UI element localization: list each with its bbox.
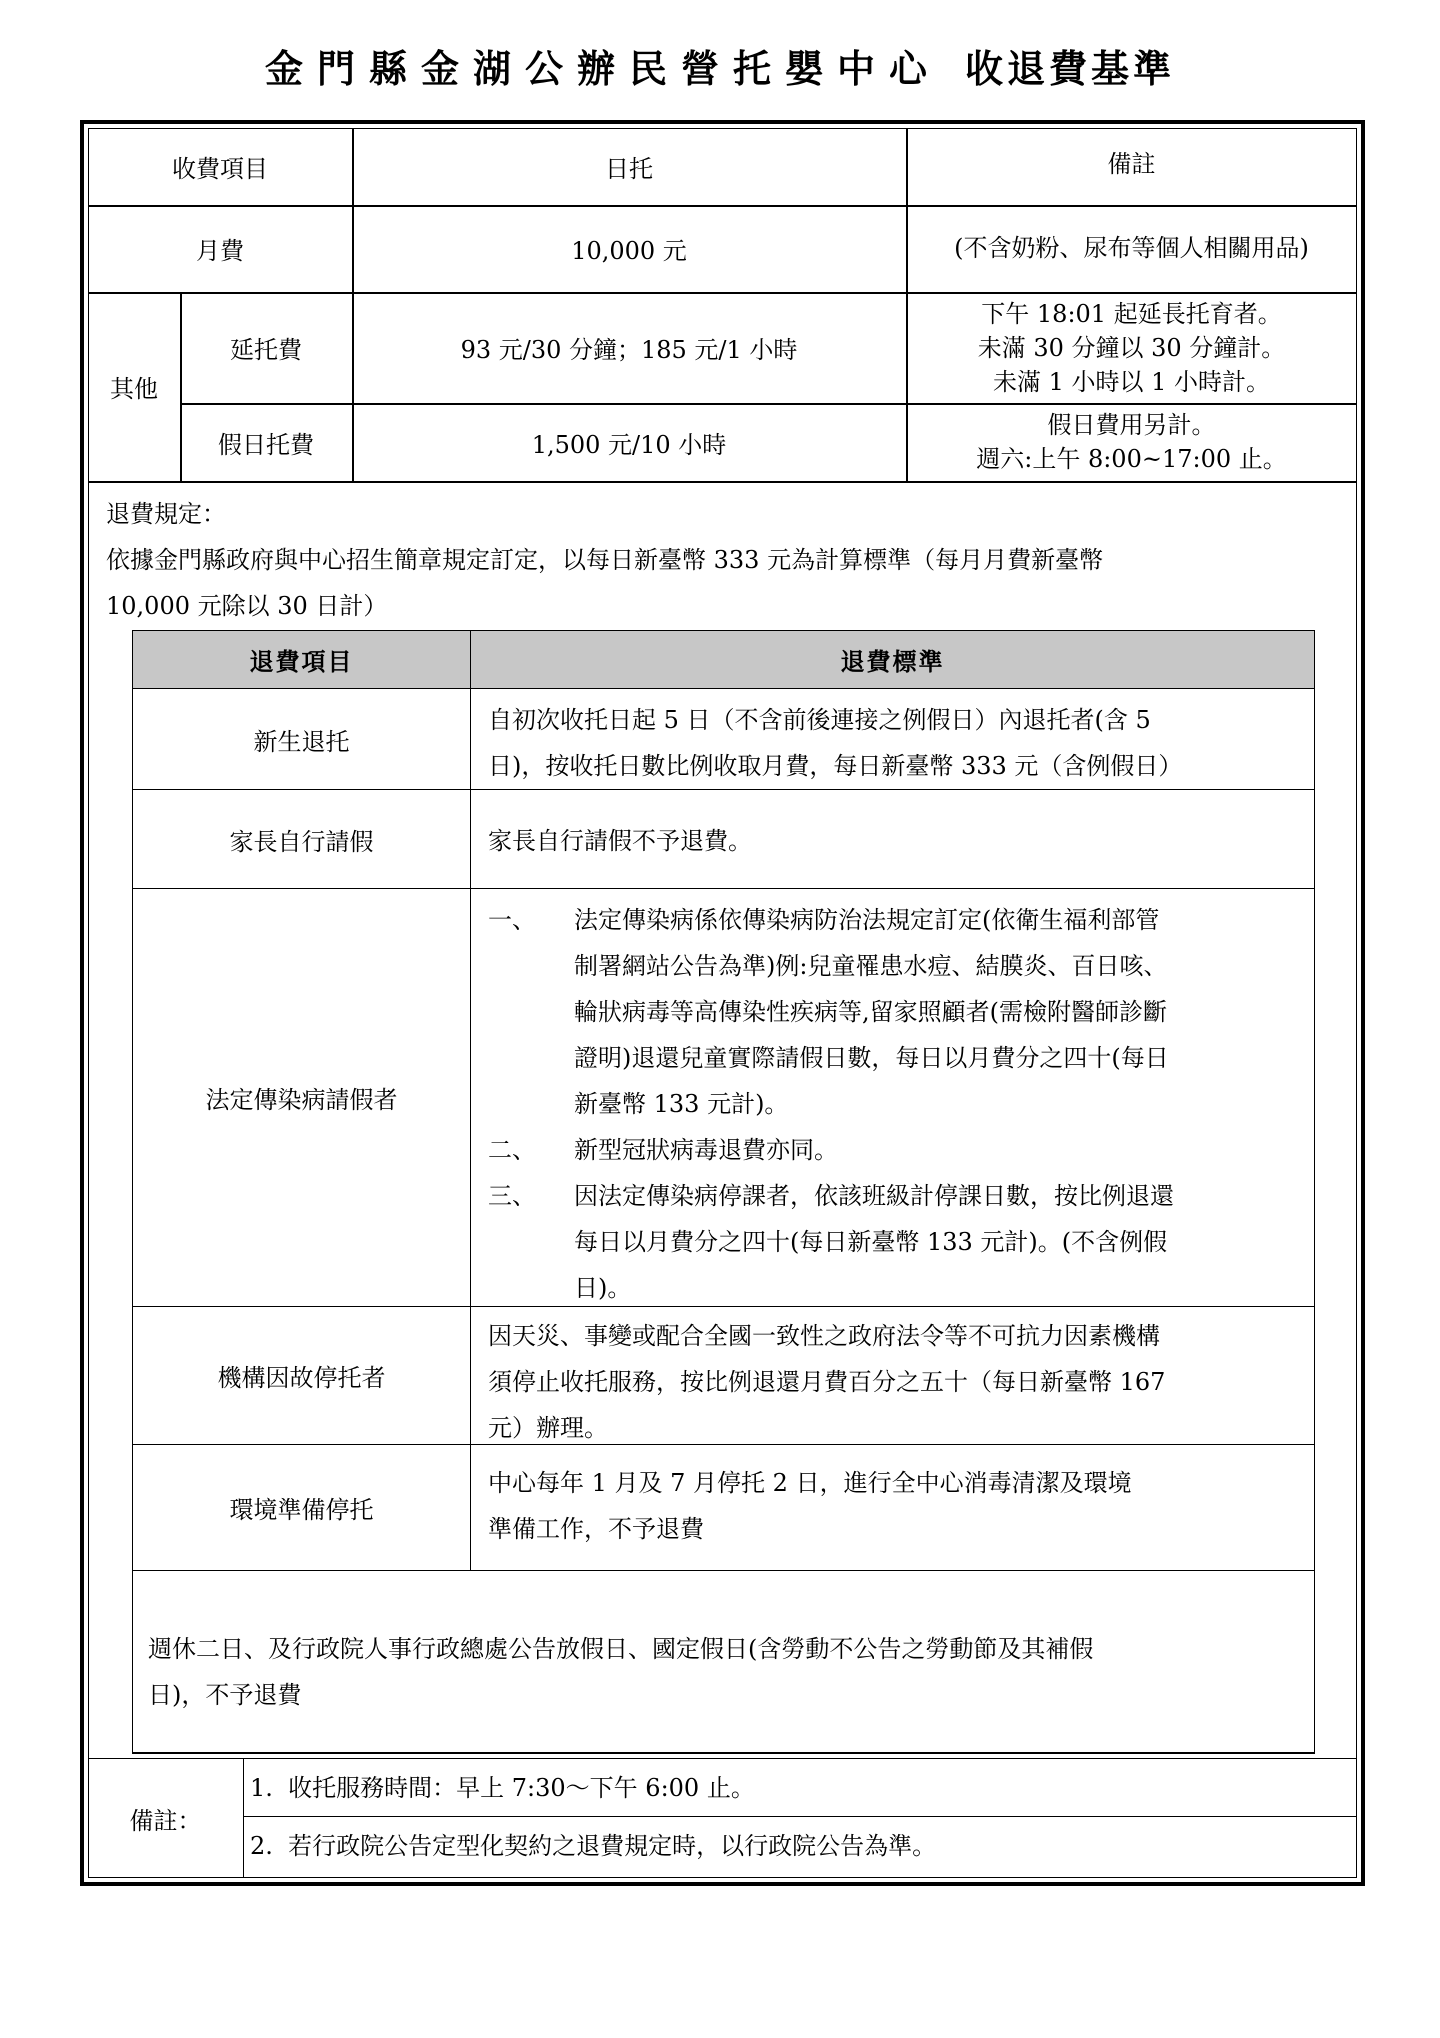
- refund-standard-parent-leave: 家長自行請假不予退費。: [488, 827, 752, 855]
- monthly-label: 月費: [196, 237, 244, 265]
- numbered-item: 二、 新型冠狀病毒退費亦同。: [488, 1136, 838, 1164]
- refund-footer-note: 週休二日、及行政院人事行政總處公告放假日、國定假日(含勞動不公告之勞動節及其補假 日)，不予退費: [148, 1635, 1094, 1709]
- holiday-note-line: 假日費用另計。: [1047, 411, 1216, 439]
- overtime-note-line: 未滿 1 小時以 1 小時計。: [992, 367, 1271, 396]
- refund-standard-institution-closure: 因天災、事變或配合全國一致性之政府法令等不可抗力因素機構 須停止收托服務，按比例退還月費百分之五十（每日新臺幣 167 元）辦理。: [488, 1322, 1166, 1442]
- remarks-label: 備註：: [129, 1806, 202, 1835]
- fee-header-note: 備註: [1107, 149, 1156, 178]
- fee-header-daycare: 日托: [605, 155, 653, 183]
- holiday-amount: 1,500 元/10 小時: [531, 430, 727, 459]
- refund-standard-newborn: 自初次收托日起 5 日（不含前後連接之例假日）內退托者(含 5 日)，按收托日數比例收取月費，每日新臺幣 333 元（含例假日）: [488, 706, 1183, 780]
- holiday-label: 假日托費: [218, 430, 314, 459]
- refund-item-institution-closure: 機構因故停托者: [217, 1364, 386, 1392]
- title-suffix: 收退費基準: [965, 47, 1176, 91]
- numbered-item: 一、 法定傳染病係依傳染病防治法規定訂定(依衛生福利部管 制署網站公告為準)例:兒童罹患水痘、結膜炎、百日咳、 輪狀病毒等高傳染性疾病等,留家照顧者(需檢附醫師診斷 證明)退還兒童實際請假日數，每日以月費分之四十(每日 新臺幣 133 元計)。: [488, 906, 1169, 1118]
- refund-intro-line: 10,000 元除以 30 日計）: [106, 592, 388, 620]
- refund-header-standard: 退費標準: [471, 631, 1314, 688]
- page-title: [0, 38, 1440, 93]
- refund-header-item: 退費項目: [133, 631, 470, 688]
- numbered-item: 三、 因法定傳染病停課者，依該班級計停課日數，按比例退還 每日以月費分之四十(每日新臺幣 133 元計)。(不含例假 日)。: [488, 1182, 1174, 1302]
- other-label: 其他: [110, 375, 158, 403]
- refund-item-environment: 環境準備停托: [229, 1496, 374, 1524]
- monthly-note: (不含奶粉、尿布等個人相關用品): [954, 233, 1309, 262]
- fee-header-item: 收費項目: [172, 155, 268, 183]
- holiday-note-line: 週六:上午 8:00~17:00 止。: [976, 445, 1287, 473]
- refund-item-parent-leave: 家長自行請假: [229, 827, 374, 856]
- overtime-amount: 93 元/30 分鐘；185 元/1 小時: [460, 336, 798, 364]
- center-name: 金門縣金湖公辦民營托嬰中心: [264, 47, 941, 91]
- monthly-amount: 10,000 元: [571, 237, 687, 265]
- refund-standard-environment: 中心每年 1 月及 7 月停托 2 日，進行全中心消毒清潔及環境 準備工作，不予退費: [488, 1469, 1132, 1543]
- refund-standard-infectious: [488, 897, 1308, 1311]
- overtime-note-line: 下午 18:01 起延長托育者。: [981, 299, 1282, 328]
- overtime-note: [906, 292, 1357, 403]
- overtime-label: 延托費: [230, 336, 302, 364]
- refund-item-infectious: 法定傳染病請假者: [205, 1086, 398, 1114]
- remark-item: 2. 若行政院公告定型化契約之退費規定時，以行政院公告為準。: [250, 1832, 937, 1860]
- remark-item: 1. 收托服務時間：早上 7:30～下午 6:00 止。: [250, 1774, 755, 1802]
- refund-intro-line: 依據金門縣政府與中心招生簡章規定訂定，以每日新臺幣 333 元為計算標準（每月月費新臺幣: [106, 546, 1104, 574]
- refund-item-newborn: 新生退托: [253, 727, 350, 756]
- holiday-note: [906, 403, 1357, 481]
- overtime-note-line: 未滿 30 分鐘以 30 分鐘計。: [977, 333, 1286, 362]
- refund-heading: 退費規定：: [106, 500, 226, 528]
